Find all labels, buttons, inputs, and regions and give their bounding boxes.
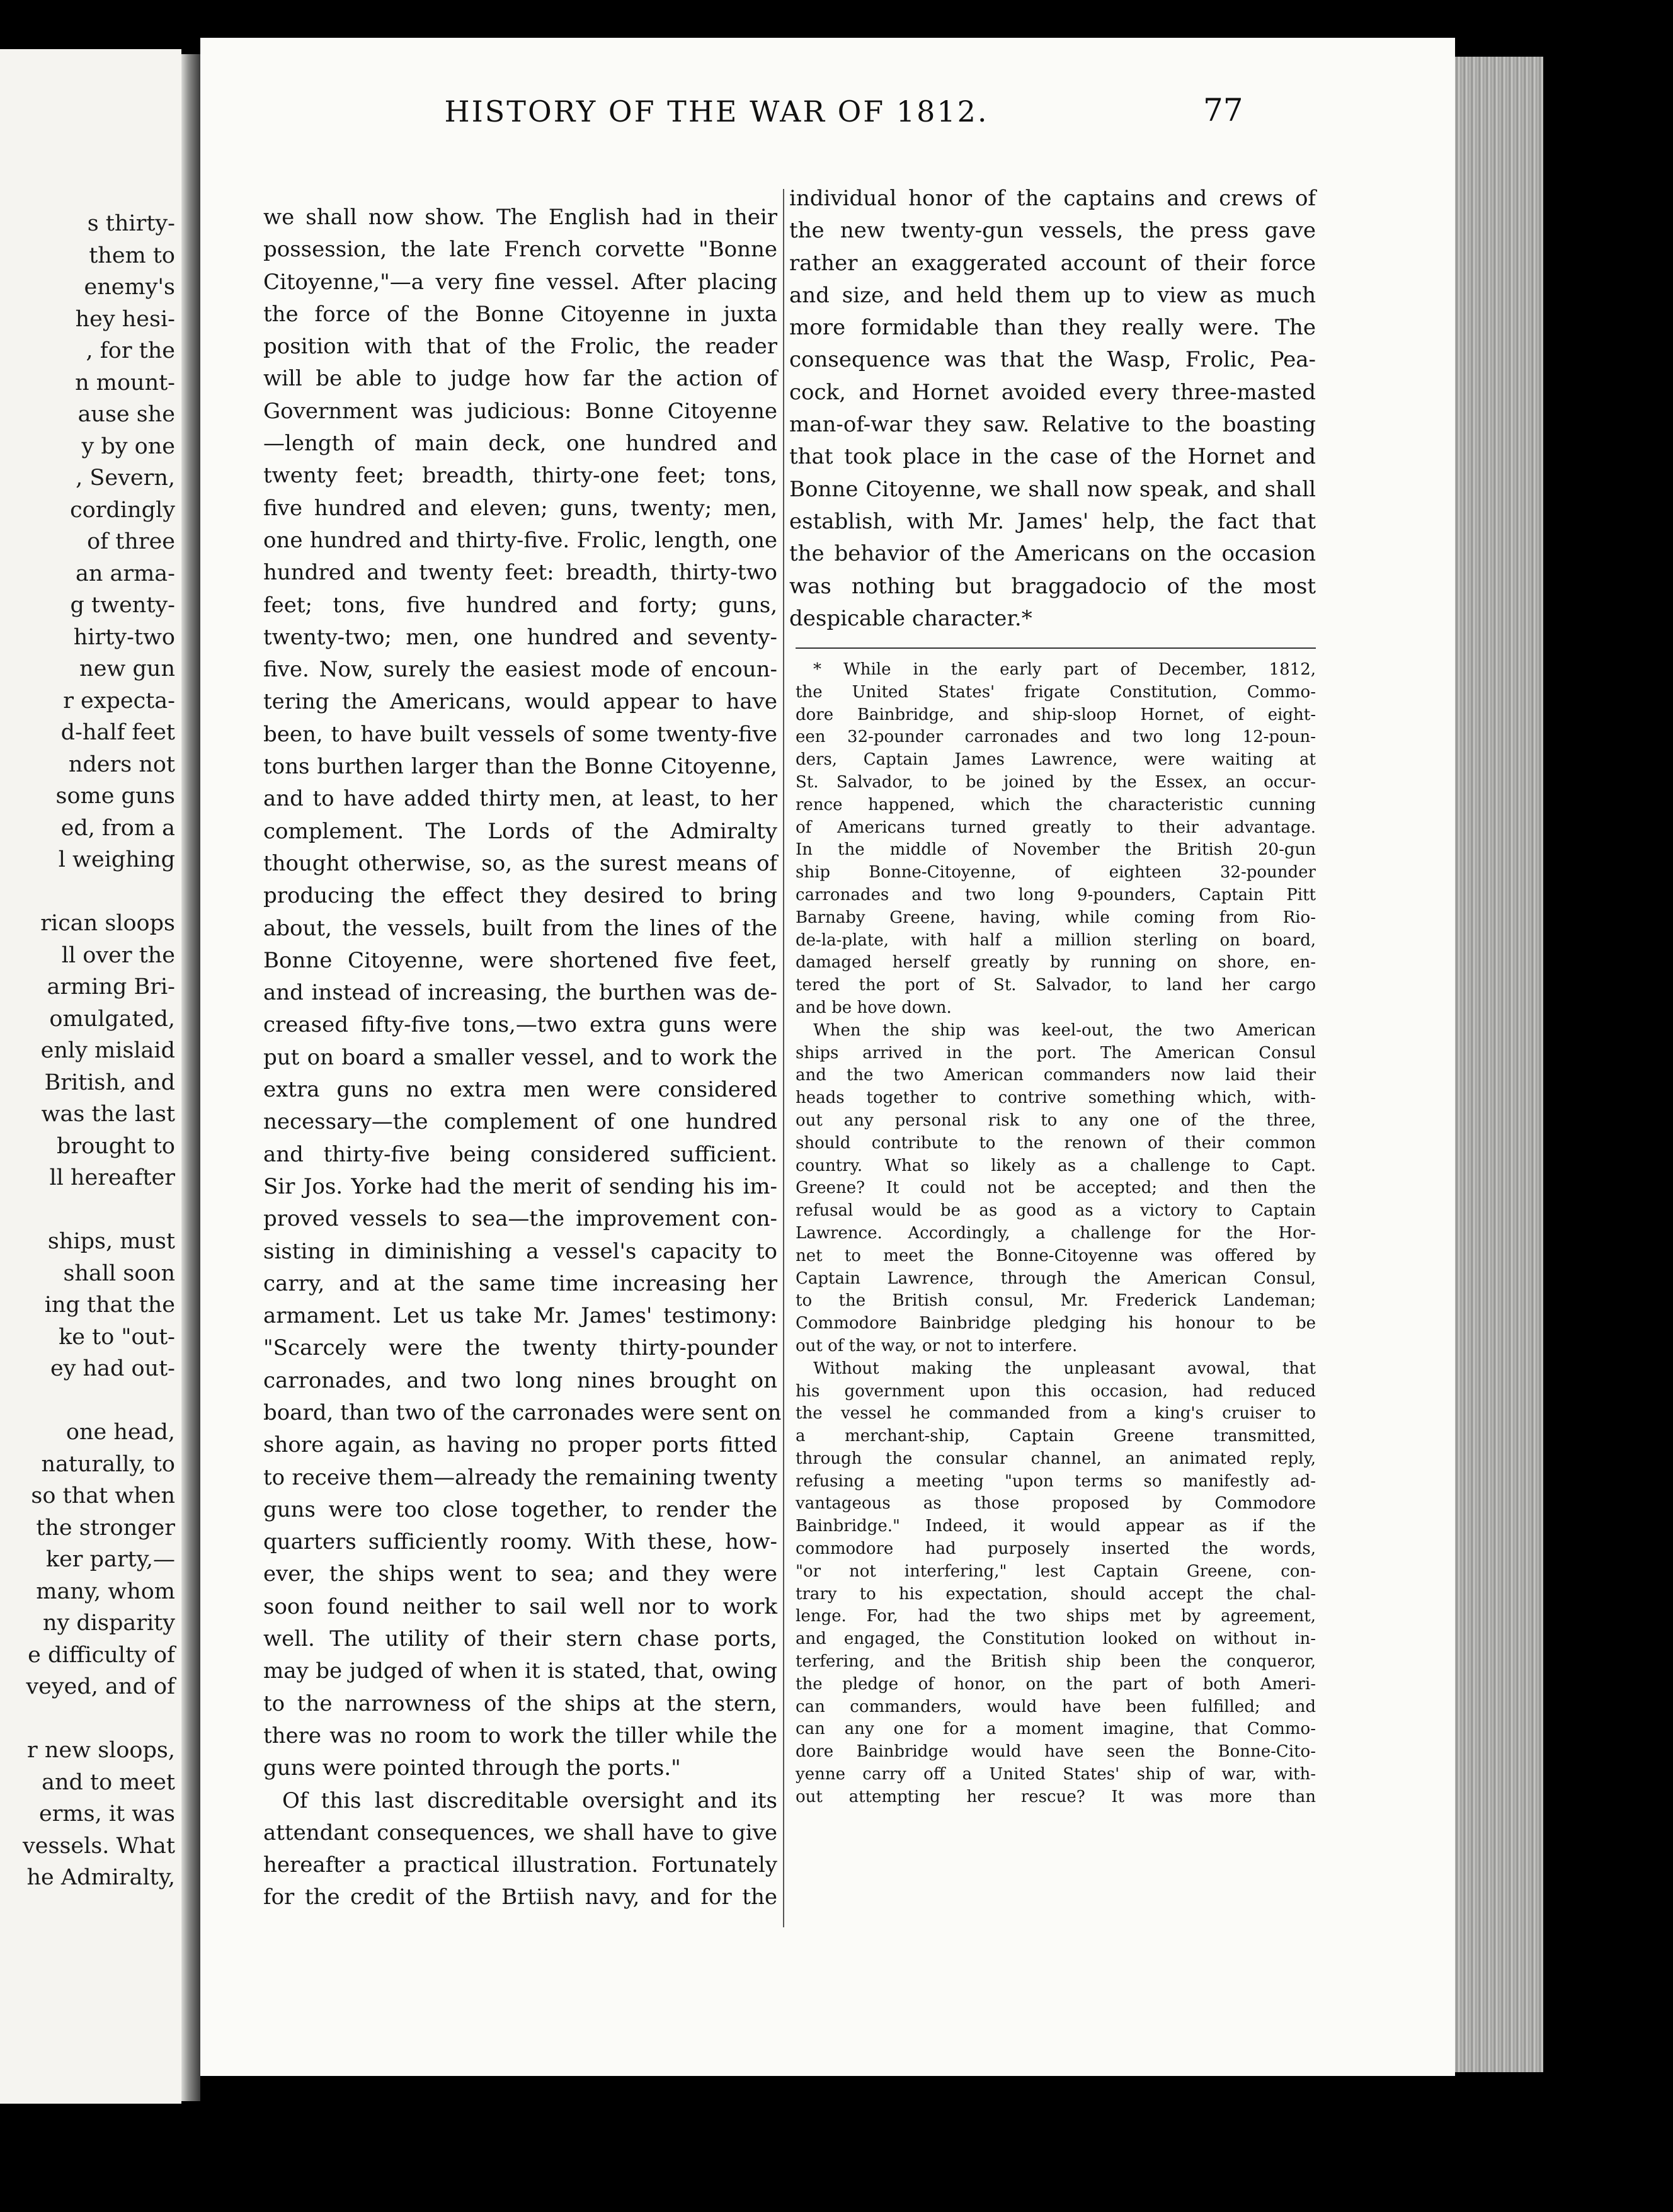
facing-page-line: of three <box>87 529 175 554</box>
facing-page-line: one head, <box>66 1420 175 1445</box>
footnote-line: trary to his expectation, should accept the chal- <box>796 1584 1316 1604</box>
page-number: 77 <box>1203 92 1243 128</box>
text-line: cock, and Hornet avoided every three-masted <box>789 379 1316 405</box>
footnote-rule <box>796 647 1316 649</box>
footnote-line: carronades and two long 9-pounders, Captain Pitt <box>796 885 1316 904</box>
text-line: hereafter a practical illustration. Fortunately <box>263 1852 777 1878</box>
facing-page-line: shall soon <box>63 1260 175 1286</box>
footnote-line: Lawrence. Accordingly, a challenge for the Hor- <box>796 1223 1316 1243</box>
running-head: HISTORY OF THE WAR OF 1812. <box>444 94 989 128</box>
facing-page-line: brought to <box>56 1133 175 1159</box>
text-line: despicable character.* <box>789 605 1032 631</box>
footnote-line: ships arrived in the port. The American Consul <box>796 1043 1316 1063</box>
text-line: creased fifty-five tons,—two extra guns were <box>263 1012 777 1038</box>
text-line: thought otherwise, so, as the surest means of <box>263 850 777 876</box>
footnote-line: out attempting her rescue? It was more than <box>796 1787 1316 1806</box>
facing-page-line: ny disparity <box>42 1611 175 1636</box>
text-line: twenty feet; breadth, thirty-one feet; tons, <box>263 463 777 489</box>
facing-page-line: ause she <box>77 402 175 427</box>
facing-page-line: s thirty- <box>87 211 175 236</box>
text-line: Of this last discreditable oversight and its <box>282 1787 777 1813</box>
text-line: Citoyenne,"—a very fine vessel. After placing <box>263 269 777 295</box>
text-line: the behavior of the Americans on the occasion <box>789 541 1316 567</box>
facing-page-line: enly mislaid <box>40 1038 175 1063</box>
text-line: carry, and at the same time increasing her <box>263 1270 777 1296</box>
text-line: soon found neither to sail well nor to work <box>263 1593 777 1619</box>
facing-page-line: ships, must <box>47 1229 175 1254</box>
text-line: more formidable than they really were. The <box>789 315 1316 341</box>
footnote-line: net to meet the Bonne-Citoyenne was offered by <box>796 1246 1316 1265</box>
text-line: to the narrowness of the ships at the stern, <box>263 1690 777 1716</box>
footnote-line: Captain Lawrence, through the American Consul, <box>796 1268 1316 1288</box>
text-line: well. The utility of their stern chase ports, <box>263 1626 777 1652</box>
footnote-line: Bainbridge." Indeed, it would appear as if the <box>796 1517 1316 1536</box>
facing-page-line: ker party,— <box>45 1547 175 1572</box>
text-line: hundred and twenty feet: breadth, thirty-two <box>263 560 777 586</box>
text-line: tons burthen larger than the Bonne Citoyenne, <box>263 754 777 780</box>
text-line: establish, with Mr. James' help, the fact that <box>789 508 1316 534</box>
footnote-line: damaged herself greatly by running on shore, en- <box>796 953 1316 972</box>
text-line: individual honor of the captains and crews of <box>789 186 1316 211</box>
text-line: five hundred and eleven; guns, twenty; men, <box>263 495 777 521</box>
facing-page-line: g twenty- <box>70 593 175 618</box>
column-rule <box>783 189 784 1927</box>
footnote-line: a merchant-ship, Captain Greene transmitted, <box>796 1427 1316 1446</box>
facing-page-line: British, and <box>44 1069 175 1095</box>
footnote-line: Commodore Bainbridge pledging his honour to be <box>796 1314 1316 1333</box>
facing-page-line: ed, from a <box>60 815 175 841</box>
footnote-line: rence happened, which the characteristic cunning <box>796 795 1316 814</box>
text-line: twenty-two; men, one hundred and seventy- <box>263 624 777 650</box>
text-line: possession, the late French corvette "Bonne <box>263 237 777 263</box>
text-line: tering the Americans, would appear to have <box>263 689 777 715</box>
text-line: Government was judicious: Bonne Citoyenne <box>263 398 777 424</box>
footnote-line: and be hove down. <box>796 998 952 1017</box>
facing-page-line: cordingly <box>70 497 175 523</box>
text-line: the new twenty-gun vessels, the press gave <box>789 218 1316 244</box>
text-line: position with that of the Frolic, the reader <box>263 334 777 360</box>
facing-page-line: so that when <box>31 1483 175 1508</box>
text-line: we shall now show. The English had in their <box>263 205 777 230</box>
footnote-line: the vessel he commanded from a king's cruiser to <box>796 1404 1316 1423</box>
text-line: one hundred and thirty-five. Frolic, length, one <box>263 527 777 553</box>
footnote-line: the pledge of honor, on the part of both Ameri- <box>796 1674 1316 1694</box>
text-line: and instead of increasing, the burthen was de- <box>263 980 777 1006</box>
footnote-line: ders, Captain James Lawrence, were waiting at <box>796 750 1316 770</box>
text-line: complement. The Lords of the Admiralty <box>263 818 777 844</box>
facing-page-line: d-half feet <box>60 720 175 745</box>
footnote-line: When the ship was keel-out, the two American <box>813 1020 1316 1040</box>
text-line: to receive them—already the remaining twenty <box>263 1464 777 1490</box>
facing-page-line: y by one <box>81 433 175 459</box>
page-edges <box>1455 57 1543 2072</box>
facing-page-text <box>0 208 181 2097</box>
text-line: sisting in diminishing a vessel's capacity to <box>263 1238 777 1264</box>
footnote-line: refusing a meeting "upon terms so manifestly ad- <box>796 1471 1316 1491</box>
text-line: consequence was that the Wasp, Frolic, Pea- <box>789 347 1316 373</box>
footnote-line: een 32-pounder carronades and two long 12-poun- <box>796 727 1316 747</box>
text-line: will be able to judge how far the action of <box>263 366 777 392</box>
facing-page-line: ll over the <box>61 942 175 968</box>
facing-page-line: n mount- <box>75 370 175 396</box>
text-line: that took place in the case of the Hornet and <box>789 444 1316 470</box>
footnote-line: refusal would be as good as a victory to Captain <box>796 1201 1316 1221</box>
text-line: Sir Jos. Yorke had the merit of sending his im- <box>263 1173 777 1199</box>
footnote-line: his government upon this occasion, had reduced <box>796 1381 1316 1401</box>
footnote-line: country. What so likely as a challenge to Capt. <box>796 1156 1316 1175</box>
footnote-line: In the middle of November the British 20-gun <box>796 840 1316 860</box>
facing-page-line: them to <box>89 242 175 268</box>
text-line: proved vessels to sea—the improvement con- <box>263 1206 777 1232</box>
footnote-line: through the consular channel, an animated reply, <box>796 1449 1316 1468</box>
footnote-line: dore Bainbridge, and ship-sloop Hornet, of eight- <box>796 705 1316 724</box>
text-line: may be judged of when it is stated, that, owing <box>263 1658 777 1684</box>
text-line: and thirty-five being considered sufficient. <box>263 1141 777 1167</box>
footnote-line: can any one for a moment imagine, that Commo- <box>796 1719 1316 1739</box>
facing-page-line: ing that the <box>44 1292 175 1318</box>
facing-page-line: omulgated, <box>49 1006 175 1032</box>
right-column <box>789 183 1316 635</box>
footnote-line: and the two American commanders now laid their <box>796 1066 1316 1085</box>
footnote-line: lenge. For, had the two ships met by agreement, <box>796 1607 1316 1626</box>
text-line: feet; tons, five hundred and forty; guns, <box>263 592 777 618</box>
facing-page-line: was the last <box>41 1102 175 1127</box>
facing-page-line: e difficulty of <box>28 1642 175 1668</box>
facing-page-line: new gun <box>79 656 175 681</box>
text-line: armament. Let us take Mr. James' testimony: <box>263 1303 777 1329</box>
footnote-line: * While in the early part of December, 1812, <box>813 660 1316 679</box>
facing-page-line: naturally, to <box>41 1451 175 1477</box>
footnote-line: de-la-plate, with half a million sterling on board, <box>796 930 1316 950</box>
facing-page-line: ke to "out- <box>59 1324 175 1350</box>
footnote-line: Greene? It could not be accepted; and then the <box>796 1178 1316 1198</box>
text-line: —length of main deck, one hundred and <box>263 431 777 457</box>
text-line: about, the vessels, built from the lines of the <box>263 915 777 941</box>
text-line: rather an exaggerated account of their force <box>789 250 1316 276</box>
footnote-line: terfering, and the British ship been the conqueror, <box>796 1652 1316 1672</box>
facing-page-line: hirty-two <box>73 624 175 650</box>
footnote <box>796 659 1316 1809</box>
footnote-line: ship Bonne-Citoyenne, of eighteen 32-pounder <box>796 863 1316 882</box>
text-line: quarters sufficiently roomy. With these, how- <box>263 1529 777 1555</box>
facing-page <box>0 49 181 2104</box>
footnote-line: and engaged, the Constitution looked on without in- <box>796 1629 1316 1649</box>
text-line: and size, and held them up to view as much <box>789 282 1316 308</box>
facing-page-line: erms, it was <box>38 1801 175 1827</box>
text-line: for the credit of the Brtiish navy, and for the <box>263 1884 777 1910</box>
text-line: necessary—the complement of one hundred <box>263 1109 777 1135</box>
text-line: attendant consequences, we shall have to give <box>263 1820 777 1845</box>
facing-page-line: arming Bri- <box>47 974 175 1000</box>
facing-page-line: r new sloops, <box>27 1738 175 1763</box>
footnote-line: yenne carry off a United States' ship of war, with- <box>796 1765 1316 1784</box>
text-line: was nothing but braggadocio of the most <box>789 573 1316 599</box>
left-column <box>263 202 782 1914</box>
facing-page-line: he Admiralty, <box>26 1865 175 1890</box>
text-line: and to have added thirty men, at least, to her <box>263 786 777 812</box>
footnote-line: Barnaby Greene, having, while coming from Rio- <box>796 908 1316 927</box>
text-line: Bonne Citoyenne, we shall now speak, and shall <box>789 476 1316 502</box>
footnote-line: "or not interfering," lest Captain Greene, con- <box>796 1561 1316 1581</box>
text-line: been, to have built vessels of some twenty-five <box>263 721 777 747</box>
footnote-line: tered the port of St. Salvador, to land her cargo <box>796 976 1316 995</box>
footnote-line: to the British consul, Mr. Frederick Landeman; <box>796 1291 1316 1311</box>
facing-page-line: many, whom <box>36 1578 175 1604</box>
text-line: extra guns no extra men were considered <box>263 1077 777 1103</box>
text-line: ever, the ships went to sea; and they were <box>263 1561 777 1587</box>
footnote-line: out any personal risk to any one of the three, <box>796 1110 1316 1130</box>
text-line: there was no room to work the tiller while the <box>263 1723 777 1748</box>
text-line: producing the effect they desired to bring <box>263 883 777 909</box>
text-line: carronades, and two long nines brought on <box>263 1367 777 1393</box>
book-gutter <box>181 54 200 2101</box>
footnote-line: commodore had purposely inserted the words, <box>796 1539 1316 1559</box>
text-line: the force of the Bonne Citoyenne in juxta <box>263 301 777 327</box>
footnote-line: Without making the unpleasant avowal, that <box>813 1359 1316 1378</box>
facing-page-line: some guns <box>55 784 175 809</box>
text-line: shore again, as having no proper ports fitted <box>263 1432 777 1458</box>
facing-page-line: ey had out- <box>50 1356 175 1381</box>
text-line: put on board a smaller vessel, and to work the <box>263 1044 777 1070</box>
footnote-line: out of the way, or not to interfere. <box>796 1336 1078 1355</box>
facing-page-line: nders not <box>68 751 175 777</box>
footnote-line: vantageous as those proposed by Commodore <box>796 1494 1316 1514</box>
facing-page-line: an arma- <box>75 561 175 586</box>
text-line: man-of-war they saw. Relative to the boasting <box>789 412 1316 438</box>
facing-page-line: , for the <box>86 338 175 363</box>
facing-page-line: hey hesi- <box>75 306 175 332</box>
text-line: five. Now, surely the easiest mode of encoun- <box>263 657 777 683</box>
text-line: Bonne Citoyenne, were shortened five feet, <box>263 947 777 973</box>
facing-page-line: and to meet <box>42 1769 175 1795</box>
footnote-line: can commanders, would have been fulfilled; and <box>796 1697 1316 1716</box>
footnote-line: dore Bainbridge would have seen the Bonne-Cito- <box>796 1742 1316 1762</box>
footnote-line: of Americans turned greatly to their advantage. <box>796 818 1316 837</box>
facing-page-line: l weighing <box>58 847 175 872</box>
text-line: board, than two of the carronades were sent on <box>263 1400 782 1425</box>
text-line: guns were pointed through the ports." <box>263 1755 681 1781</box>
text-line: guns were too close together, to render the <box>263 1497 777 1522</box>
facing-page-line: r expecta- <box>63 688 175 714</box>
facing-page-line: vessels. What <box>23 1833 175 1859</box>
footnote-line: should contribute to the renown of their common <box>796 1133 1316 1153</box>
footnote-line: St. Salvador, to be joined by the Essex, an occur- <box>796 772 1316 792</box>
facing-page-line: enemy's <box>84 275 175 300</box>
facing-page-line: , Severn, <box>76 465 175 491</box>
footnote-line: the United States' frigate Constitution, Commo- <box>796 682 1316 702</box>
facing-page-line: ll hereafter <box>49 1165 175 1190</box>
facing-page-line: veyed, and of <box>26 1674 175 1699</box>
footnote-line: heads together to contrive something which, with- <box>796 1088 1316 1108</box>
facing-page-line: the stronger <box>36 1515 175 1541</box>
facing-page-line: rican sloops <box>40 911 175 936</box>
text-line: "Scarcely were the twenty thirty-pounder <box>263 1335 777 1361</box>
